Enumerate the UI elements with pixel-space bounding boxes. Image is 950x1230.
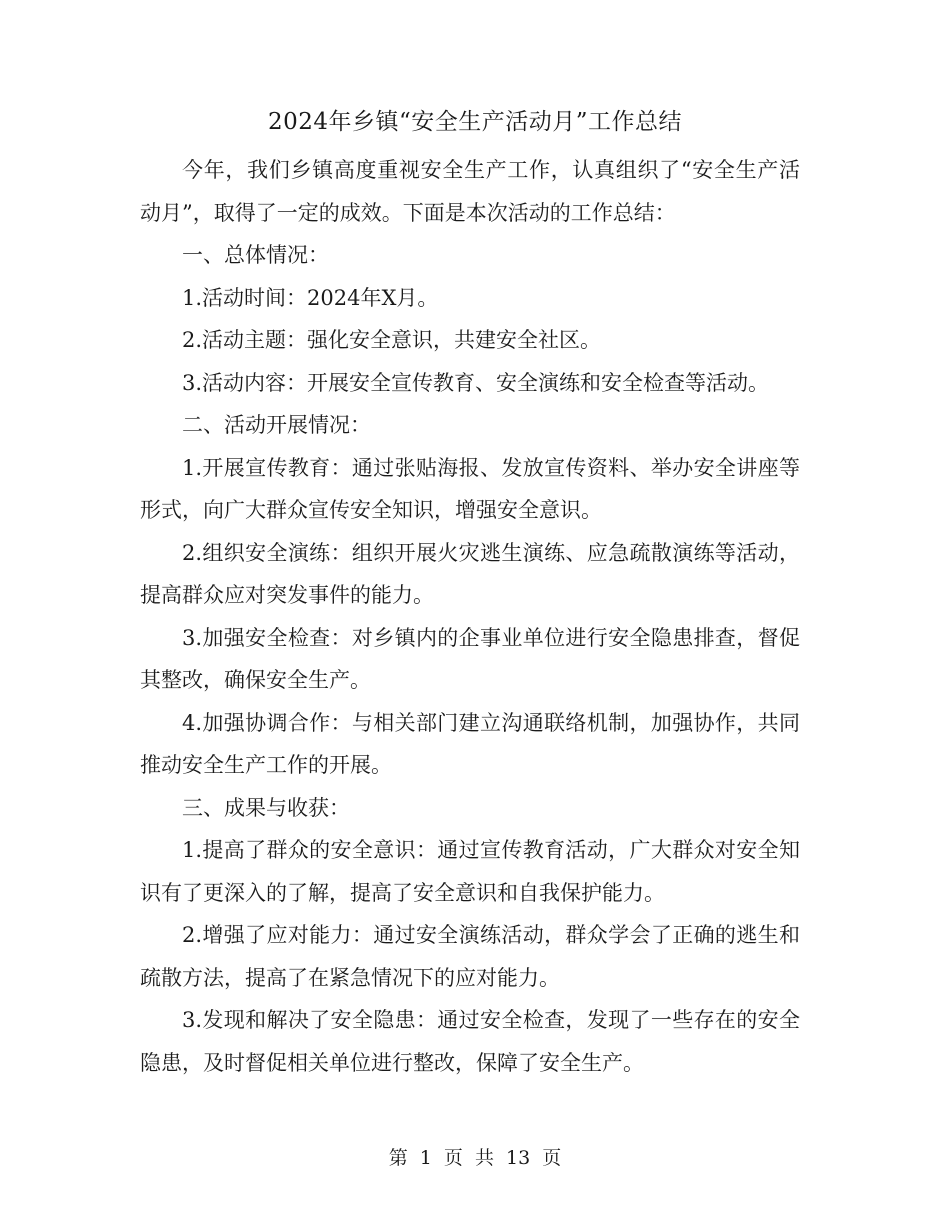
document-title: 2024年乡镇“安全生产活动月”工作总结 (267, 109, 683, 135)
list-item: 2.组织安全演练：组织开展火灾逃生演练、应急疏散演练等活动，提高群众应对突发事件的能力。 (140, 540, 800, 607)
document-body (140, 149, 800, 1084)
list-item: 1.提高了群众的安全意识：通过宣传教育活动，广大群众对安全知识有了更深入的了解，提高了安全意识和自我保护能力。 (140, 838, 800, 905)
section-heading-activities: 二、活动开展情况： (182, 413, 371, 437)
intro-paragraph: 今年，我们乡镇高度重视安全生产工作，认真组织了“安全生产活动月”，取得了一定的成效。下面是本次活动的工作总结： (140, 158, 800, 225)
section-heading-overview: 一、总体情况： (182, 243, 329, 267)
page-number-footer: 第 1 页 共 13 页 (388, 1147, 562, 1169)
list-item: 4.加强协调合作：与相关部门建立沟通联络机制，加强协作，共同推动安全生产工作的开展。 (140, 710, 800, 777)
list-item: 2.增强了应对能力：通过安全演练活动，群众学会了正确的逃生和疏散方法，提高了在紧急情况下的应对能力。 (140, 923, 800, 990)
list-item: 3.活动内容：开展安全宣传教育、安全演练和安全检查等活动。 (182, 370, 770, 395)
list-item: 3.加强安全检查：对乡镇内的企事业单位进行安全隐患排查，督促其整改，确保安全生产。 (140, 625, 800, 692)
list-item: 3.发现和解决了安全隐患：通过安全检查，发现了一些存在的安全隐患，及时督促相关单位进行整改，保障了安全生产。 (140, 1008, 800, 1075)
list-item: 1.活动时间：2024年X月。 (182, 285, 439, 310)
section-heading-results: 三、成果与收获： (182, 795, 350, 820)
list-item: 2.活动主题：强化安全意识，共建安全社区。 (182, 328, 602, 352)
list-item: 1.开展宣传教育：通过张贴海报、发放宣传资料、举办安全讲座等形式，向广大群众宣传安全知识，增强安全意识。 (140, 455, 800, 522)
